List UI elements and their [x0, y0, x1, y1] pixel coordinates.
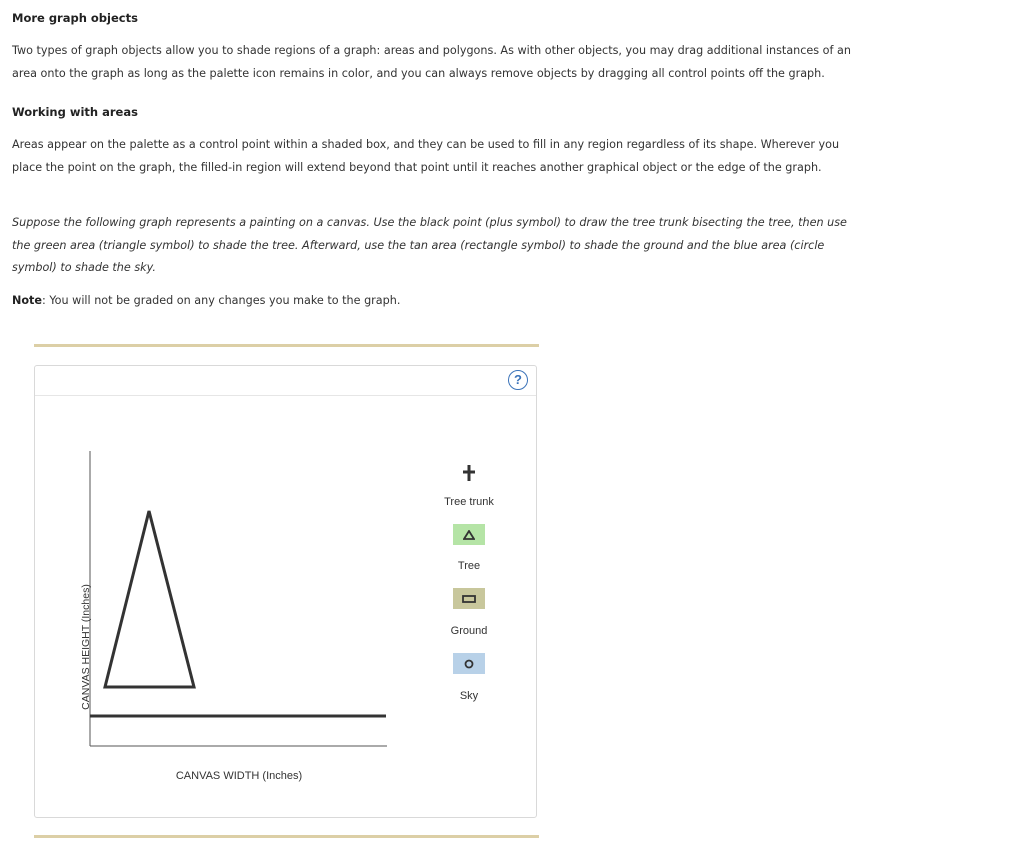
top-divider — [34, 344, 539, 347]
note-paragraph — [12, 290, 862, 313]
plus-icon[interactable] — [453, 462, 485, 483]
palette-label-tree: Tree — [457, 560, 481, 572]
graph-panel — [34, 365, 537, 818]
palette-label-sky: Sky — [459, 690, 479, 702]
y-axis-label: CANVAS HEIGHT (Inches) — [80, 584, 92, 710]
help-icon[interactable]: ? — [508, 370, 528, 390]
palette-label-tree-trunk: Tree trunk — [444, 496, 494, 508]
palette-label-ground: Ground — [450, 625, 488, 637]
triangle-icon[interactable] — [453, 524, 485, 545]
heading-working-with-areas: Working with areas — [12, 105, 138, 119]
tree-triangle[interactable] — [105, 511, 194, 687]
circle-icon[interactable] — [453, 653, 485, 674]
palette-ground[interactable] — [437, 588, 501, 609]
instruction-paragraph: Suppose the following graph represents a painting on a canvas. Use the black point (plus symbol) to draw the tree trunk bisecting the tree, then use the green area (triangle symbol) to shade the tree. Afterward, use the tan area (rectangle symbol) to shade the ground and the blue area (circle symbol) to shade the sky. — [12, 216, 847, 274]
palette-tree-trunk[interactable] — [437, 462, 501, 483]
heading-more-graph-objects: More graph objects — [12, 11, 138, 25]
palette-tree[interactable] — [437, 524, 501, 545]
rectangle-icon[interactable] — [453, 588, 485, 609]
palette-sky[interactable] — [437, 653, 501, 674]
areas-paragraph: Areas appear on the palette as a control point within a shaded box, and they can be used to fill in any region regardless of its shape. Wherever you place the point on the graph, the filled-in region will extend beyond that point until it reaches another graphical object or the edge of the graph. — [12, 138, 840, 174]
bottom-divider — [34, 835, 539, 838]
note-label: Note — [12, 294, 42, 307]
intro-paragraph: Two types of graph objects allow you to shade regions of a graph: areas and polygons. As with other objects, you may drag additional instances of an area onto the graph as long as the palette icon remains in color, and you can always remove objects by dragging all control points off the graph. — [12, 44, 851, 80]
x-axis-label: CANVAS WIDTH (Inches) — [175, 770, 303, 782]
note-text: : You will not be graded on any changes you make to the graph. — [42, 294, 401, 307]
